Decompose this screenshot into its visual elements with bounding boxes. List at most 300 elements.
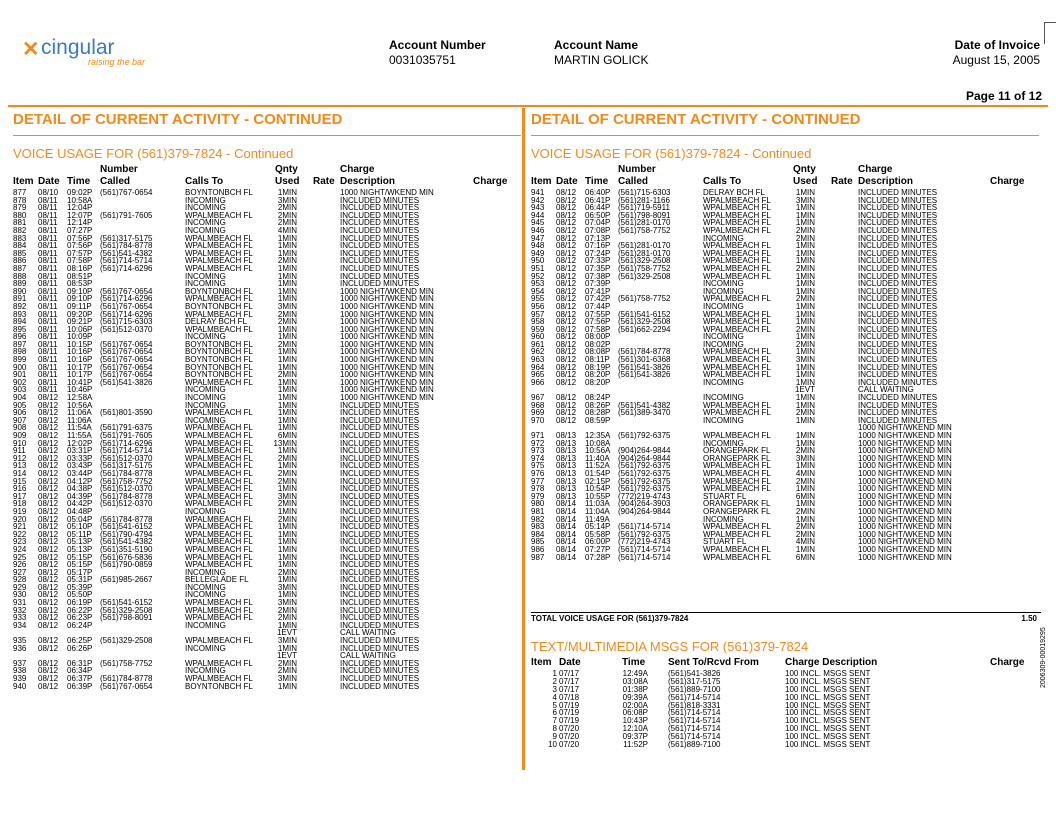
row-date: 08/12	[38, 544, 59, 554]
row-date: 08/12	[556, 263, 577, 273]
row-item: 983	[531, 522, 545, 532]
row-item: 925	[13, 552, 27, 562]
row-item: 922	[13, 529, 27, 539]
row-used: 13MIN	[273, 438, 297, 448]
row-used: 1MIN	[795, 400, 815, 410]
col-used-right: Used	[793, 176, 818, 187]
msg-sent-to: (561)714-5714	[668, 724, 721, 734]
row-time: 12:04P	[67, 203, 93, 213]
row-description: INCLUDED MINUTES	[858, 256, 938, 266]
row-date: 08/12	[556, 362, 577, 372]
row-used: 1MIN	[795, 499, 815, 509]
row-called: (561)784-8778	[100, 514, 153, 524]
row-used: 6MIN	[795, 491, 815, 501]
row-time: 08:16P	[67, 263, 93, 273]
row-description: 1000 NIGHT/WKEND MIN	[340, 188, 434, 197]
row-item: 896	[13, 332, 27, 342]
row-description: INCLUDED MINUTES	[340, 468, 420, 478]
msg-item: 7	[552, 716, 557, 726]
row-description: INCLUDED MINUTES	[858, 324, 938, 334]
row-used: 2MIN	[795, 529, 815, 539]
row-date: 08/14	[556, 544, 577, 554]
row-called: (561)541-6152	[100, 522, 153, 532]
row-description: INCLUDED MINUTES	[340, 506, 420, 516]
row-time: 08:19P	[585, 362, 611, 372]
row-used: 1EVT	[276, 651, 297, 661]
row-item: 961	[531, 339, 545, 349]
row-date: 08/14	[556, 537, 577, 547]
row-description: 1000 NIGHT/WKEND MIN	[858, 506, 952, 516]
row-calls-to: INCOMING	[703, 339, 744, 349]
row-item: 939	[13, 674, 27, 683]
row-time: 07:42P	[585, 294, 611, 304]
row-time: 05:31P	[67, 575, 93, 585]
row-called: (561)541-3826	[100, 377, 153, 387]
row-calls-to: INCOMING	[703, 438, 744, 448]
row-item: 974	[531, 453, 545, 463]
row-calls-to: WPALMBEACH FL	[185, 598, 253, 608]
row-called: (561)512-0370	[100, 324, 153, 334]
section-title: DETAIL OF CURRENT ACTIVITY - CONTINUED	[13, 111, 343, 128]
row-description: INCLUDED MINUTES	[340, 241, 420, 251]
row-time: 07:56P	[67, 233, 93, 243]
row-item: 916	[13, 484, 27, 494]
row-item: 892	[13, 301, 27, 311]
row-called: (561)714-5714	[618, 552, 671, 562]
row-called: (561)758-7752	[618, 225, 671, 235]
row-used: 1MIN	[795, 256, 815, 266]
row-description: 1000 NIGHT/WKEND MIN	[340, 317, 434, 327]
row-calls-to: WPALMBEACH FL	[185, 423, 253, 433]
row-description: INCLUDED MINUTES	[340, 605, 420, 615]
row-item: 919	[13, 506, 27, 516]
row-description: INCLUDED MINUTES	[340, 598, 420, 608]
row-calls-to: WPALMBEACH FL	[185, 468, 253, 478]
row-called: (561)329-2508	[100, 605, 153, 615]
row-calls-to: WPALMBEACH FL	[185, 248, 253, 258]
row-item: 921	[13, 522, 27, 532]
msg-time: 02:00A	[622, 700, 648, 710]
row-date: 08/12	[38, 431, 59, 440]
row-used: 1MIN	[795, 484, 815, 494]
row-item: 979	[531, 491, 545, 501]
row-calls-to: WPALMBEACH FL	[185, 476, 253, 486]
row-description: INCLUDED MINUTES	[340, 400, 420, 410]
row-used: 1MIN	[795, 241, 815, 251]
row-item: 879	[13, 203, 27, 213]
row-called: (561)662-2294	[618, 324, 671, 334]
row-called: (561)512-0370	[100, 453, 153, 463]
row-calls-to: WPALMBEACH FL	[703, 400, 771, 410]
row-item: 882	[13, 225, 27, 235]
row-calls-to: WPALMBEACH FL	[703, 408, 771, 418]
row-time: 11:52A	[585, 461, 610, 471]
row-used: 2MIN	[277, 666, 297, 676]
row-called: (561)281-0170	[618, 241, 671, 251]
row-time: 12:58A	[67, 393, 93, 403]
row-time: 06:44P	[585, 203, 611, 213]
row-calls-to: WPALMBEACH FL	[185, 522, 253, 532]
row-item: 956	[531, 301, 545, 311]
usage-row	[13, 645, 523, 653]
row-date: 08/12	[38, 446, 59, 456]
row-date: 08/11	[38, 324, 58, 334]
row-description: 1000 NIGHT/WKEND MIN	[340, 377, 434, 387]
row-time: 05:15P	[67, 552, 93, 562]
row-date: 08/11	[38, 301, 58, 311]
row-called: (904)264-9844	[618, 506, 671, 516]
row-description: INCLUDED MINUTES	[858, 301, 938, 311]
row-time: 05:14P	[585, 522, 611, 532]
row-time: 10:46P	[67, 385, 93, 395]
row-item: 975	[531, 461, 545, 471]
row-used: 2MIN	[795, 522, 815, 532]
row-called: (561)714-5714	[618, 522, 671, 532]
row-calls-to: WPALMBEACH FL	[185, 484, 253, 494]
row-called: (561)389-3470	[618, 408, 671, 418]
row-used: 1MIN	[277, 362, 297, 372]
row-calls-to: WPALMBEACH FL	[703, 476, 771, 486]
row-date: 08/12	[556, 195, 577, 205]
row-calls-to: INCOMING	[185, 271, 226, 281]
row-used: 3MIN	[277, 582, 297, 592]
row-date: 08/13	[556, 438, 577, 448]
row-item: 889	[13, 279, 27, 289]
row-item: 943	[531, 203, 545, 213]
row-date: 08/12	[38, 438, 59, 448]
row-used: 1MIN	[277, 377, 297, 387]
row-used: 3MIN	[277, 674, 297, 683]
row-item: 924	[13, 544, 27, 554]
row-calls-to: INCOMING	[185, 415, 226, 425]
row-time: 05:15P	[67, 560, 93, 570]
row-time: 05:39P	[67, 582, 93, 592]
msg-description: 100 INCL. MSGS SENT	[785, 684, 871, 694]
row-date: 08/12	[38, 476, 59, 486]
row-calls-to: STUART FL	[703, 537, 747, 547]
row-used: 1MIN	[277, 446, 297, 456]
text-msgs-title: TEXT/MULTIMEDIA MSGS FOR (561)379-7824	[531, 639, 809, 654]
row-used: 3MIN	[795, 195, 815, 205]
row-date: 08/12	[38, 393, 59, 403]
row-calls-to: BOYNTONBCH FL	[185, 339, 253, 349]
row-called: (561)792-6375	[618, 431, 671, 440]
row-date: 08/11	[38, 317, 58, 327]
row-time: 11:06A	[67, 408, 92, 418]
page-number: Page 11 of 12	[965, 89, 1042, 103]
left-usage-rows	[13, 189, 523, 690]
row-time: 09:10P	[67, 294, 93, 304]
row-date: 08/14	[556, 514, 577, 524]
row-called: (561)784-8778	[100, 491, 153, 501]
row-description: INCLUDED MINUTES	[340, 575, 420, 585]
row-time: 03:33P	[67, 453, 93, 463]
row-calls-to: WPALMBEACH FL	[185, 552, 253, 562]
row-description: INCLUDED MINUTES	[340, 613, 420, 623]
row-date: 08/12	[556, 233, 577, 243]
row-date: 08/11	[38, 385, 58, 395]
row-item: 948	[531, 241, 545, 251]
row-used: 4MIN	[277, 225, 297, 235]
row-called: (561)714-5714	[100, 256, 153, 266]
voice-usage-title: VOICE USAGE FOR (561)379-7824 - Continued	[13, 146, 294, 161]
row-date: 08/12	[556, 400, 577, 410]
row-used: 2MIN	[277, 567, 297, 577]
row-time: 08:51P	[67, 271, 93, 281]
row-description: 1000 NIGHT/WKEND MIN	[340, 286, 434, 296]
row-item: 923	[13, 537, 27, 547]
col-number-top: Number	[100, 164, 138, 175]
row-item: 883	[13, 233, 27, 243]
row-time: 07:27P	[67, 225, 93, 235]
row-called: (561)792-6375	[618, 529, 671, 539]
row-used: 1MIN	[277, 620, 297, 630]
row-used: 3MIN	[795, 355, 815, 365]
row-time: 07:56P	[67, 241, 93, 251]
row-used: 2MIN	[277, 499, 297, 509]
row-calls-to: BOYNTONBCH FL	[185, 188, 253, 197]
row-called: (561)798-8091	[618, 210, 671, 220]
row-called: (561)758-7752	[618, 263, 671, 273]
row-description: INCLUDED MINUTES	[858, 355, 938, 365]
row-used: 1MIN	[277, 279, 297, 289]
row-item: 937	[13, 658, 27, 668]
row-description: INCLUDED MINUTES	[858, 279, 938, 289]
row-item: 978	[531, 484, 545, 494]
row-calls-to: ORANGEPARK FL	[703, 499, 771, 509]
row-time: 08:20P	[585, 377, 611, 387]
row-description: INCLUDED MINUTES	[340, 658, 420, 668]
row-used: 1MIN	[795, 248, 815, 258]
row-date: 08/11	[38, 286, 58, 296]
row-used: 1MIN	[795, 544, 815, 554]
msg-date: 07/17	[559, 676, 580, 686]
row-item: 946	[531, 225, 545, 235]
row-description: 1000 NIGHT/WKEND MIN	[858, 453, 952, 463]
row-calls-to: INCOMING	[185, 666, 226, 676]
row-calls-to: WPALMBEACH FL	[185, 560, 253, 570]
msg-time: 11:52P	[623, 740, 648, 750]
row-time: 10:41P	[67, 377, 93, 387]
row-description: INCLUDED MINUTES	[858, 286, 938, 296]
row-item: 942	[531, 195, 545, 205]
row-calls-to: INCOMING	[185, 506, 226, 516]
row-date: 08/12	[556, 415, 577, 425]
row-time: 06:40P	[585, 188, 611, 197]
row-used: 2MIN	[795, 476, 815, 486]
row-calls-to: INCOMING	[185, 643, 226, 653]
row-time: 10:06P	[67, 324, 93, 334]
msg-item: 10	[548, 740, 557, 750]
row-calls-to: WPALMBEACH FL	[703, 347, 771, 357]
row-time: 07:27P	[585, 544, 611, 554]
row-description: INCLUDED MINUTES	[340, 210, 420, 220]
row-description: INCLUDED MINUTES	[340, 499, 420, 509]
row-description: INCLUDED MINUTES	[340, 263, 420, 273]
row-used: 1MIN	[795, 332, 815, 342]
row-time: 07:55P	[585, 309, 611, 319]
row-item: 960	[531, 332, 545, 342]
row-used: 3MIN	[277, 636, 297, 646]
msg-item: 6	[552, 708, 557, 718]
row-calls-to: WPALMBEACH FL	[185, 529, 253, 539]
row-calls-to: WPALMBEACH FL	[185, 491, 253, 501]
document-side-code: 2006309-00019295	[1040, 627, 1047, 688]
row-time: 06:25P	[67, 636, 93, 646]
row-called: (561)791-7605	[100, 210, 153, 220]
row-called: (904)264-3903	[618, 499, 671, 509]
row-called: (561)767-0654	[100, 188, 153, 197]
msg-time: 12:49A	[622, 669, 648, 678]
row-used: 1MIN	[795, 218, 815, 228]
row-item: 904	[13, 393, 27, 403]
row-date: 08/12	[38, 598, 59, 608]
row-description: INCLUDED MINUTES	[340, 461, 420, 471]
msg-date: 07/19	[559, 716, 580, 726]
row-description: INCLUDED MINUTES	[340, 537, 420, 547]
row-item: 967	[531, 393, 545, 403]
row-time: 05:50P	[67, 590, 93, 600]
row-description: INCLUDED MINUTES	[340, 674, 420, 683]
row-calls-to: WPALMBEACH FL	[185, 294, 253, 304]
row-used: 2MIN	[277, 210, 297, 220]
row-item: 910	[13, 438, 27, 448]
row-time: 10:17P	[67, 370, 93, 380]
row-item: 930	[13, 590, 27, 600]
row-date: 08/12	[556, 188, 577, 197]
row-date: 08/12	[556, 317, 577, 327]
row-called: (561)790-4794	[100, 529, 153, 539]
row-description: 1000 NIGHT/WKEND MIN	[340, 347, 434, 357]
msg-sent-to: (561)889-7100	[668, 740, 721, 750]
row-used: 1MIN	[277, 188, 297, 197]
row-date: 08/12	[38, 560, 59, 570]
row-time: 03:43P	[67, 461, 93, 471]
row-date: 08/12	[556, 248, 577, 258]
corner-mark	[1044, 22, 1056, 44]
col-used: Used	[275, 176, 300, 187]
row-item: 895	[13, 324, 27, 334]
row-date: 08/12	[38, 491, 59, 501]
row-description: INCLUDED MINUTES	[340, 408, 420, 418]
row-date: 08/13	[556, 491, 577, 501]
row-time: 06:26P	[67, 643, 93, 653]
row-used: 2MIN	[795, 233, 815, 243]
row-description: INCLUDED MINUTES	[858, 271, 938, 281]
row-date: 08/12	[38, 666, 59, 676]
row-used: 1MIN	[277, 241, 297, 251]
row-called: (772)219-4743	[618, 537, 671, 547]
row-time: 08:02P	[585, 339, 611, 349]
col-description: Description	[340, 176, 396, 187]
row-description: 1000 NIGHT/WKEND MIN	[340, 339, 434, 349]
row-time: 06:19P	[67, 598, 93, 608]
row-description: INCLUDED MINUTES	[858, 294, 938, 304]
row-used: 2MIN	[795, 408, 815, 418]
row-time: 10:58A	[67, 195, 93, 205]
row-item: 917	[13, 491, 27, 501]
row-date: 08/11	[38, 339, 58, 349]
row-time: 06:41P	[585, 195, 611, 205]
row-description: INCLUDED MINUTES	[858, 241, 938, 251]
text-col-sent: Sent To/Rcvd From	[668, 657, 759, 668]
row-item: 903	[13, 385, 27, 395]
row-time: 09:11P	[67, 301, 92, 311]
voice-usage-title-right: VOICE USAGE FOR (561)379-7824 - Continued	[531, 146, 812, 161]
row-description: INCLUDED MINUTES	[340, 225, 420, 235]
row-time: 05:04P	[67, 514, 93, 524]
row-time: 07:41P	[585, 286, 611, 296]
row-calls-to: WPALMBEACH FL	[703, 370, 771, 380]
row-calls-to: INCOMING	[185, 620, 226, 630]
row-time: 10:16P	[67, 347, 93, 357]
row-called: (561)329-2508	[618, 317, 671, 327]
row-time: 11:54A	[67, 423, 92, 433]
row-date: 08/12	[556, 210, 577, 220]
row-date: 08/11	[38, 248, 58, 258]
row-description: INCLUDED MINUTES	[340, 423, 420, 433]
row-calls-to: WPALMBEACH FL	[185, 537, 253, 547]
row-description: INCLUDED MINUTES	[340, 484, 420, 494]
msg-date: 07/18	[559, 692, 580, 702]
row-calls-to: WPALMBEACH FL	[185, 263, 253, 273]
row-calls-to: INCOMING	[703, 301, 744, 311]
row-used: 2MIN	[277, 218, 297, 228]
row-used: 1MIN	[277, 355, 297, 365]
row-used: 3MIN	[277, 301, 297, 311]
row-date: 08/12	[38, 590, 59, 600]
row-date: 08/12	[38, 575, 59, 585]
row-time: 05:10P	[67, 522, 93, 532]
row-called: (561)281-0170	[618, 248, 671, 258]
row-called: (561)541-4382	[618, 400, 671, 410]
row-item: 906	[13, 408, 27, 418]
row-date: 08/12	[556, 294, 577, 304]
row-description: INCLUDED MINUTES	[858, 400, 938, 410]
row-time: 07:58P	[585, 324, 611, 334]
row-time: 08:11P	[585, 355, 610, 365]
row-date: 08/11	[38, 218, 58, 228]
row-date: 08/12	[38, 423, 59, 433]
msg-time: 01:38P	[622, 684, 648, 694]
row-used: 2MIN	[277, 370, 297, 380]
row-used: 1MIN	[277, 484, 297, 494]
msg-description: 100 INCL. MSGS SENT	[785, 732, 871, 742]
row-time: 06:00P	[585, 537, 611, 547]
row-item: 920	[13, 514, 27, 524]
msg-time: 10:43P	[622, 716, 648, 726]
msg-description: 100 INCL. MSGS SENT	[785, 708, 871, 718]
row-called: (561)798-8091	[100, 613, 153, 623]
row-calls-to: WPALMBEACH FL	[185, 544, 253, 554]
row-calls-to: WPALMBEACH FL	[703, 210, 771, 220]
col-rate-right: Rate	[831, 176, 853, 187]
row-item: 947	[531, 233, 545, 243]
row-calls-to: WPALMBEACH FL	[703, 256, 771, 266]
row-calls-to: WPALMBEACH FL	[185, 514, 253, 524]
msg-sent-to: (561)714-5714	[668, 692, 721, 702]
row-time: 06:34P	[67, 666, 93, 676]
row-called: (561)758-7752	[100, 658, 153, 668]
row-calls-to: WPALMBEACH FL	[185, 309, 253, 319]
row-description: INCLUDED MINUTES	[340, 279, 420, 289]
col-item-right: Item	[531, 176, 552, 187]
row-time: 11:55A	[67, 431, 92, 440]
row-date: 08/12	[556, 286, 577, 296]
account-number-label: Account Number	[389, 38, 486, 52]
row-calls-to: WPALMBEACH FL	[703, 468, 771, 478]
row-calls-to: ORANGEPARK FL	[703, 453, 771, 463]
